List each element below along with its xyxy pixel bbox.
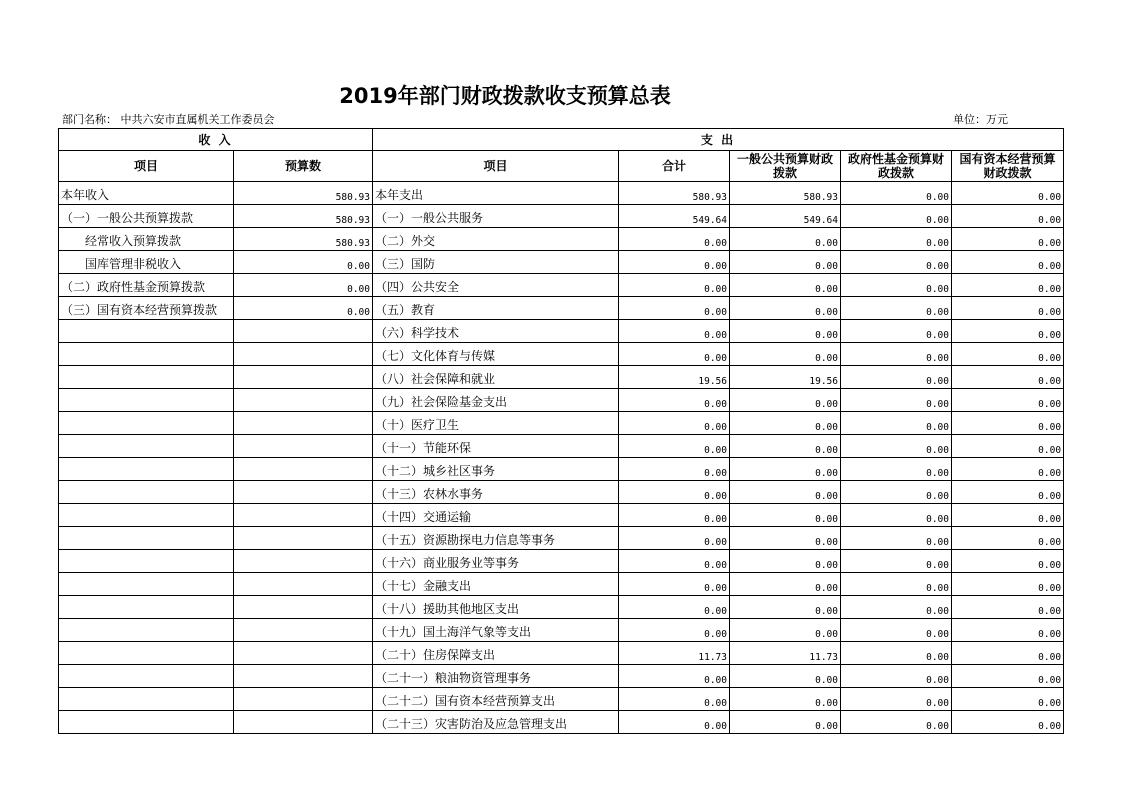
income-item-cell <box>59 389 234 412</box>
table-row <box>59 343 1064 366</box>
gov-fund-cell: 0.00 <box>841 504 952 527</box>
total-cell: 0.00 <box>619 412 730 435</box>
income-value-cell <box>234 366 373 389</box>
income-value-cell <box>234 527 373 550</box>
expense-item-cell: （十六）商业服务业等事务 <box>373 550 619 573</box>
income-value-cell <box>234 412 373 435</box>
expense-item-cell: （七）文化体育与传媒 <box>373 343 619 366</box>
expense-item-cell: （二十三）灾害防治及应急管理支出 <box>373 711 619 734</box>
expense-item-cell: （一）一般公共服务 <box>373 205 619 228</box>
income-item-cell <box>59 596 234 619</box>
state-capital-cell: 0.00 <box>952 389 1064 412</box>
gov-fund-cell: 0.00 <box>841 550 952 573</box>
expense-item-cell: （十七）金融支出 <box>373 573 619 596</box>
total-cell: 0.00 <box>619 251 730 274</box>
gov-fund-cell: 0.00 <box>841 251 952 274</box>
table-row <box>59 297 1064 320</box>
income-header: 收 入 <box>59 129 373 151</box>
state-capital-cell: 0.00 <box>952 619 1064 642</box>
table-row <box>59 711 1064 734</box>
general-budget-cell: 0.00 <box>730 665 841 688</box>
expense-item-cell: （四）公共安全 <box>373 274 619 297</box>
expense-item-cell: （九）社会保险基金支出 <box>373 389 619 412</box>
expense-item-cell: （三）国防 <box>373 251 619 274</box>
table-row <box>59 458 1064 481</box>
gov-fund-cell: 0.00 <box>841 642 952 665</box>
table-row <box>59 435 1064 458</box>
gov-fund-cell: 0.00 <box>841 688 952 711</box>
expense-item-cell: （二十二）国有资本经营预算支出 <box>373 688 619 711</box>
total-cell: 0.00 <box>619 481 730 504</box>
state-capital-cell: 0.00 <box>952 251 1064 274</box>
budget-table <box>58 128 1064 734</box>
expense-item-header: 项目 <box>373 151 619 182</box>
gov-fund-cell: 0.00 <box>841 389 952 412</box>
table-row <box>59 619 1064 642</box>
income-value-cell <box>234 642 373 665</box>
general-budget-cell: 0.00 <box>730 228 841 251</box>
general-budget-cell: 19.56 <box>730 366 841 389</box>
state-capital-cell: 0.00 <box>952 366 1064 389</box>
total-cell: 0.00 <box>619 711 730 734</box>
state-capital-cell: 0.00 <box>952 665 1064 688</box>
header-row-sub <box>59 151 1064 182</box>
gov-fund-cell: 0.00 <box>841 527 952 550</box>
income-value-cell <box>234 619 373 642</box>
income-item-cell <box>59 504 234 527</box>
total-cell: 0.00 <box>619 435 730 458</box>
total-cell: 0.00 <box>619 619 730 642</box>
total-cell: 0.00 <box>619 343 730 366</box>
table-row <box>59 550 1064 573</box>
general-budget-cell: 0.00 <box>730 550 841 573</box>
income-value-cell <box>234 688 373 711</box>
gov-fund-cell: 0.00 <box>841 596 952 619</box>
expense-item-cell: （二）外交 <box>373 228 619 251</box>
income-item-cell <box>59 550 234 573</box>
total-cell: 580.93 <box>619 182 730 205</box>
general-budget-cell: 0.00 <box>730 481 841 504</box>
income-item-cell <box>59 435 234 458</box>
income-item-cell <box>59 481 234 504</box>
gov-fund-header: 政府性基金预算财政拨款 <box>841 151 952 182</box>
state-capital-cell: 0.00 <box>952 228 1064 251</box>
table-row <box>59 412 1064 435</box>
income-value-cell <box>234 550 373 573</box>
income-value-cell: 580.93 <box>234 205 373 228</box>
gov-fund-cell: 0.00 <box>841 228 952 251</box>
general-budget-cell: 0.00 <box>730 297 841 320</box>
general-budget-cell: 0.00 <box>730 251 841 274</box>
expense-item-cell: （十一）节能环保 <box>373 435 619 458</box>
general-budget-cell: 0.00 <box>730 274 841 297</box>
total-cell: 0.00 <box>619 458 730 481</box>
expense-item-cell: （十五）资源勘探电力信息等事务 <box>373 527 619 550</box>
page-title: 2019年部门财政拨款收支预算总表 <box>339 84 671 108</box>
state-capital-cell: 0.00 <box>952 688 1064 711</box>
table-row <box>59 688 1064 711</box>
general-budget-cell: 580.93 <box>730 182 841 205</box>
table-row <box>59 573 1064 596</box>
income-item-cell <box>59 711 234 734</box>
gov-fund-cell: 0.00 <box>841 320 952 343</box>
total-cell: 0.00 <box>619 320 730 343</box>
general-budget-cell: 0.00 <box>730 504 841 527</box>
table-row <box>59 251 1064 274</box>
income-item-cell: （二）政府性基金预算拨款 <box>59 274 234 297</box>
income-item-cell: 国库管理非税收入 <box>59 251 234 274</box>
gov-fund-cell: 0.00 <box>841 619 952 642</box>
total-cell: 0.00 <box>619 297 730 320</box>
gov-fund-cell: 0.00 <box>841 481 952 504</box>
unit-label: 单位：万元 <box>953 113 1008 126</box>
expense-item-cell: （十四）交通运输 <box>373 504 619 527</box>
state-capital-cell: 0.00 <box>952 320 1064 343</box>
income-value-cell: 0.00 <box>234 297 373 320</box>
general-budget-cell: 0.00 <box>730 435 841 458</box>
gov-fund-cell: 0.00 <box>841 343 952 366</box>
gov-fund-cell: 0.00 <box>841 573 952 596</box>
state-capital-cell: 0.00 <box>952 596 1064 619</box>
income-value-cell <box>234 435 373 458</box>
total-header: 合计 <box>619 151 730 182</box>
income-item-cell <box>59 458 234 481</box>
table-row <box>59 228 1064 251</box>
gov-fund-cell: 0.00 <box>841 458 952 481</box>
income-item-cell <box>59 527 234 550</box>
state-capital-cell: 0.00 <box>952 481 1064 504</box>
gov-fund-cell: 0.00 <box>841 665 952 688</box>
total-cell: 0.00 <box>619 665 730 688</box>
expense-item-cell: （二十）住房保障支出 <box>373 642 619 665</box>
table-row <box>59 320 1064 343</box>
income-item-cell: 经常收入预算拨款 <box>59 228 234 251</box>
expense-item-cell: （六）科学技术 <box>373 320 619 343</box>
income-value-cell <box>234 596 373 619</box>
state-capital-cell: 0.00 <box>952 458 1064 481</box>
state-capital-cell: 0.00 <box>952 711 1064 734</box>
department-label: 部门名称： 中共六安市直属机关工作委员会 <box>62 113 275 126</box>
expense-item-cell: （二十一）粮油物资管理事务 <box>373 665 619 688</box>
table-row <box>59 527 1064 550</box>
general-budget-cell: 0.00 <box>730 527 841 550</box>
gov-fund-cell: 0.00 <box>841 182 952 205</box>
income-item-cell <box>59 688 234 711</box>
state-capital-cell: 0.00 <box>952 550 1064 573</box>
expense-header: 支 出 <box>373 129 1064 151</box>
state-capital-header: 国有资本经营预算财政拨款 <box>952 151 1064 182</box>
income-item-cell: （三）国有资本经营预算拨款 <box>59 297 234 320</box>
general-budget-cell: 11.73 <box>730 642 841 665</box>
state-capital-cell: 0.00 <box>952 527 1064 550</box>
expense-item-cell: （十九）国土海洋气象等支出 <box>373 619 619 642</box>
general-budget-cell: 549.64 <box>730 205 841 228</box>
state-capital-cell: 0.00 <box>952 343 1064 366</box>
income-item-cell <box>59 665 234 688</box>
expense-item-cell: （八）社会保障和就业 <box>373 366 619 389</box>
income-value-cell <box>234 320 373 343</box>
total-cell: 11.73 <box>619 642 730 665</box>
total-cell: 0.00 <box>619 228 730 251</box>
table-row <box>59 389 1064 412</box>
state-capital-cell: 0.00 <box>952 205 1064 228</box>
state-capital-cell: 0.00 <box>952 573 1064 596</box>
gov-fund-cell: 0.00 <box>841 205 952 228</box>
state-capital-cell: 0.00 <box>952 297 1064 320</box>
total-cell: 549.64 <box>619 205 730 228</box>
general-budget-cell: 0.00 <box>730 573 841 596</box>
gov-fund-cell: 0.00 <box>841 412 952 435</box>
total-cell: 0.00 <box>619 389 730 412</box>
income-budget-header: 预算数 <box>234 151 373 182</box>
income-value-cell <box>234 343 373 366</box>
income-item-cell <box>59 573 234 596</box>
table-row <box>59 205 1064 228</box>
table-row <box>59 665 1064 688</box>
income-item-cell <box>59 412 234 435</box>
general-budget-cell: 0.00 <box>730 711 841 734</box>
table-row <box>59 504 1064 527</box>
state-capital-cell: 0.00 <box>952 274 1064 297</box>
expense-item-cell: （五）教育 <box>373 297 619 320</box>
total-cell: 0.00 <box>619 550 730 573</box>
general-budget-header: 一般公共预算财政拨款 <box>730 151 841 182</box>
table-row <box>59 274 1064 297</box>
gov-fund-cell: 0.00 <box>841 435 952 458</box>
header-row-main <box>59 129 1064 151</box>
income-value-cell <box>234 481 373 504</box>
income-value-cell: 580.93 <box>234 228 373 251</box>
gov-fund-cell: 0.00 <box>841 274 952 297</box>
total-cell: 0.00 <box>619 596 730 619</box>
table-row <box>59 596 1064 619</box>
general-budget-cell: 0.00 <box>730 320 841 343</box>
income-value-cell <box>234 711 373 734</box>
income-value-cell <box>234 665 373 688</box>
general-budget-cell: 0.00 <box>730 458 841 481</box>
expense-item-cell: （十三）农林水事务 <box>373 481 619 504</box>
total-cell: 0.00 <box>619 573 730 596</box>
general-budget-cell: 0.00 <box>730 389 841 412</box>
state-capital-cell: 0.00 <box>952 182 1064 205</box>
state-capital-cell: 0.00 <box>952 504 1064 527</box>
total-cell: 0.00 <box>619 274 730 297</box>
income-item-header: 项目 <box>59 151 234 182</box>
income-item-cell: 本年收入 <box>59 182 234 205</box>
income-item-cell <box>59 343 234 366</box>
income-item-cell <box>59 320 234 343</box>
table-row <box>59 642 1064 665</box>
expense-item-cell: （十八）援助其他地区支出 <box>373 596 619 619</box>
income-item-cell <box>59 366 234 389</box>
income-item-cell: （一）一般公共预算拨款 <box>59 205 234 228</box>
expense-item-cell: （十）医疗卫生 <box>373 412 619 435</box>
table-row <box>59 366 1064 389</box>
general-budget-cell: 0.00 <box>730 688 841 711</box>
income-value-cell: 0.00 <box>234 251 373 274</box>
state-capital-cell: 0.00 <box>952 412 1064 435</box>
income-value-cell <box>234 458 373 481</box>
table-row <box>59 481 1064 504</box>
total-cell: 0.00 <box>619 527 730 550</box>
gov-fund-cell: 0.00 <box>841 711 952 734</box>
table-row <box>59 182 1064 205</box>
general-budget-cell: 0.00 <box>730 343 841 366</box>
income-value-cell: 580.93 <box>234 182 373 205</box>
expense-item-cell: （十二）城乡社区事务 <box>373 458 619 481</box>
income-value-cell <box>234 504 373 527</box>
state-capital-cell: 0.00 <box>952 642 1064 665</box>
general-budget-cell: 0.00 <box>730 412 841 435</box>
total-cell: 0.00 <box>619 688 730 711</box>
income-value-cell <box>234 573 373 596</box>
total-cell: 19.56 <box>619 366 730 389</box>
expense-item-cell: 本年支出 <box>373 182 619 205</box>
gov-fund-cell: 0.00 <box>841 297 952 320</box>
general-budget-cell: 0.00 <box>730 596 841 619</box>
income-item-cell <box>59 642 234 665</box>
income-item-cell <box>59 619 234 642</box>
total-cell: 0.00 <box>619 504 730 527</box>
general-budget-cell: 0.00 <box>730 619 841 642</box>
state-capital-cell: 0.00 <box>952 435 1064 458</box>
income-value-cell <box>234 389 373 412</box>
income-value-cell: 0.00 <box>234 274 373 297</box>
gov-fund-cell: 0.00 <box>841 366 952 389</box>
